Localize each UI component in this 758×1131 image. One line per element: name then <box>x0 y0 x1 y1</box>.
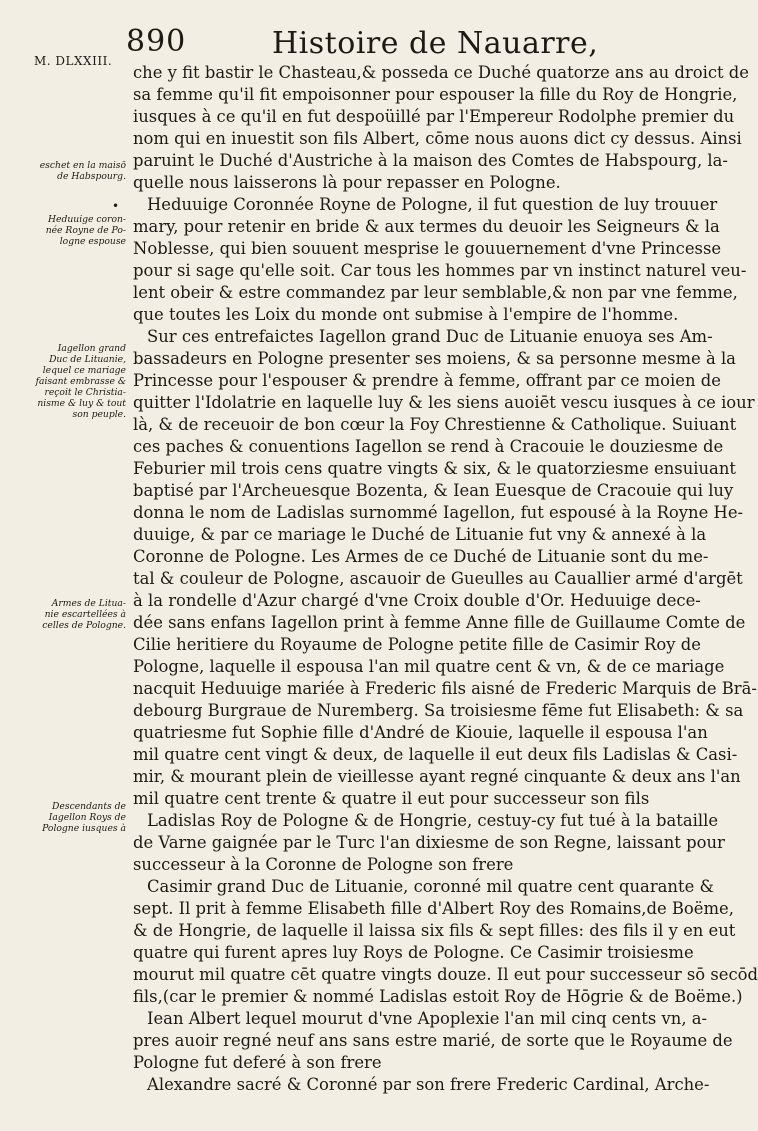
page-number: 890 <box>126 24 187 59</box>
margin-note-line: Heduuige coron- <box>48 214 126 225</box>
text-line: debourg Burgraue de Nuremberg. Sa troisiesme fēme fut Elisabeth: & sa <box>133 701 744 720</box>
text-line: Alexandre sacré & Coronné par son frere Frederic Cardinal, Arche- <box>147 1075 710 1094</box>
text-line: paruint le Duché d'Austriche à la maison des Comtes de Habspourg, la- <box>133 151 728 170</box>
margin-note-line: Duc de Lituanie, <box>49 354 126 365</box>
text-line: Ladislas Roy de Pologne & de Hongrie, cestuy-cy fut tué à la bataille <box>147 811 719 830</box>
text-line: che y fit bastir le Chasteau,& posseda ce Duché quatorze ans au droict de <box>133 63 749 82</box>
margin-note-iagellon <box>22 343 126 420</box>
text-line: quitter l'Idolatrie en laquelle luy & les siens auoiēt vescu iusques à ce iour <box>133 393 755 412</box>
margin-note-line: Iagellon grand <box>57 343 126 354</box>
text-line: ces paches & conuentions Iagellon se rend à Cracouie le douziesme de <box>133 437 724 456</box>
text-line: que toutes les Loix du monde ont submise à l'empire de l'homme. <box>133 305 679 324</box>
text-line: donna le nom de Ladislas surnommé Iagellon, fut espousé à la Royne He- <box>133 503 744 522</box>
text-line: Feburier mil trois cens quatre vingts & six, & le quatorziesme ensuiuant <box>133 459 736 478</box>
text-line: fils,(car le premier & nommé Ladislas estoit Roy de Hōgrie & de Boëme.) <box>133 987 743 1006</box>
text-line: Noblesse, qui bien souuent mesprise le gouuernement d'vne Princesse <box>133 239 722 258</box>
text-line: Casimir grand Duc de Lituanie, coronné mil quatre cent quarante & <box>147 877 715 896</box>
margin-note-line: logne espouse <box>59 236 126 247</box>
text-line: Heduuige Coronnée Royne de Pologne, il fut question de luy trouuer <box>147 195 718 214</box>
text-line: mary, pour retenir en bride & aux termes du deuoir les Seigneurs & la <box>133 217 720 236</box>
text-line: Iean Albert lequel mourut d'vne Apoplexie l'an mil cinq cents vn, a- <box>147 1009 708 1028</box>
margin-note-line: faisant embrasse & <box>35 376 126 387</box>
text-line: sa femme qu'il fit empoisonner pour espouser la fille du Roy de Hongrie, <box>133 85 738 104</box>
margin-note-line: Armes de Litua- <box>51 598 126 609</box>
text-line: mil quatre cent trente & quatre il eut pour successeur son fils <box>133 789 650 808</box>
text-line: bassadeurs en Pologne presenter ses moiens, & sa personne mesme à la <box>133 349 736 368</box>
text-line: quelle nous laisserons là pour repasser en Pologne. <box>133 173 561 192</box>
margin-note-line: lequel ce mariage <box>42 365 126 376</box>
text-line: baptisé par l'Archeuesque Bozenta, & Iean Euesque de Cracouie qui luy <box>133 481 734 500</box>
text-line: Cilie heritiere du Royaume de Pologne petite fille de Casimir Roy de <box>133 635 701 654</box>
margin-note-line: celles de Pologne. <box>42 620 126 631</box>
text-line: sept. Il prit à femme Elisabeth fille d'Albert Roy des Romains,de Boëme, <box>133 899 734 918</box>
text-line: à la rondelle d'Azur chargé d'vne Croix double d'Or. Heduuige dece- <box>133 591 701 610</box>
text-line: Princesse pour l'espouser & prendre à femme, offrant par ce moien de <box>133 371 721 390</box>
margin-note-line: nisme & luy & tout <box>37 398 126 409</box>
text-line: mir, & mourant plein de vieillesse ayant regné cinquante & deux ans l'an <box>133 767 741 786</box>
margin-note-line: son peuple. <box>72 409 126 420</box>
margin-note-heduuige <box>22 214 126 247</box>
text-line: dée sans enfans Iagellon print à femme Anne fille de Guillaume Comte de <box>133 613 746 632</box>
text-line: mil quatre cent vingt & deux, de laquelle il eut deux fils Ladislas & Casi- <box>133 745 738 764</box>
text-line: Coronne de Pologne. Les Armes de ce Duché de Lituanie sont du me- <box>133 547 709 566</box>
margin-note-line: née Royne de Po- <box>45 225 126 236</box>
running-title: Histoire de Nauarre, <box>272 26 599 61</box>
year-marginal: M. DLXXIII. <box>34 54 113 68</box>
margin-note-line: eschet en la maisō <box>39 160 126 171</box>
text-line: Pologne fut deferé à son frere <box>133 1053 382 1072</box>
margin-note-habspourg <box>22 160 126 182</box>
text-line: lent obeir & estre commandez par leur semblable,& non par vne femme, <box>133 283 738 302</box>
text-line: Sur ces entrefaictes Iagellon grand Duc de Lituanie enuoya ses Am- <box>147 327 713 346</box>
text-line: là, & de receuoir de bon cœur la Foy Chrestienne & Catholique. Suiuant <box>133 415 737 434</box>
text-line: pour si sage qu'elle soit. Car tous les hommes par vn instinct naturel veu- <box>133 261 747 280</box>
text-line: iusques à ce qu'il en fut despoüillé par l'Empereur Rodolphe premier du <box>133 107 735 126</box>
text-line: nacquit Heduuige mariée à Frederic fils aisné de Frederic Marquis de Brā- <box>133 679 757 698</box>
margin-note-descendants <box>22 801 126 834</box>
margin-note-line: reçoit le Christia- <box>44 387 126 398</box>
text-line: nom qui en inuestit son fils Albert, cōme nous auons dict cy dessus. Ainsi <box>133 129 742 148</box>
text-line: duuige, & par ce mariage le Duché de Lituanie fut vny & annexé à la <box>133 525 707 544</box>
margin-note-line: de Habspourg. <box>57 171 126 182</box>
page-header <box>0 18 700 68</box>
text-line: Pologne, laquelle il espousa l'an mil quatre cent & vn, & de ce mariage <box>133 657 725 676</box>
text-line: tal & couleur de Pologne, ascauoir de Gueulles au Cauallier armé d'argēt <box>133 569 743 588</box>
text-line: quatriesme fut Sophie fille d'André de Kiouie, laquelle il espousa l'an <box>133 723 708 742</box>
margin-note-line: Iagellon Roys de <box>48 812 126 823</box>
main-text <box>133 62 758 1096</box>
margin-note-line: nie escartellées à <box>44 609 126 620</box>
margin-note-line: Pologne iusques à <box>42 823 126 834</box>
text-line: quatre qui furent apres luy Roys de Pologne. Ce Casimir troisiesme <box>133 943 694 962</box>
text-line: mourut mil quatre cēt quatre vingts douze. Il eut pour successeur sō secōd <box>133 965 758 984</box>
text-line: successeur à la Coronne de Pologne son frere <box>133 855 514 874</box>
margin-note-line: Descendants de <box>52 801 126 812</box>
text-line: de Varne gaignée par le Turc l'an dixiesme de son Regne, laissant pour <box>133 833 725 852</box>
margin-note-armes <box>22 598 126 631</box>
text-line: pres auoir regné neuf ans sans estre marié, de sorte que le Royaume de <box>133 1031 733 1050</box>
margin-dot: • <box>112 199 120 213</box>
text-line: & de Hongrie, de laquelle il laissa six fils & sept filles: des fils il y en eut <box>133 921 736 940</box>
